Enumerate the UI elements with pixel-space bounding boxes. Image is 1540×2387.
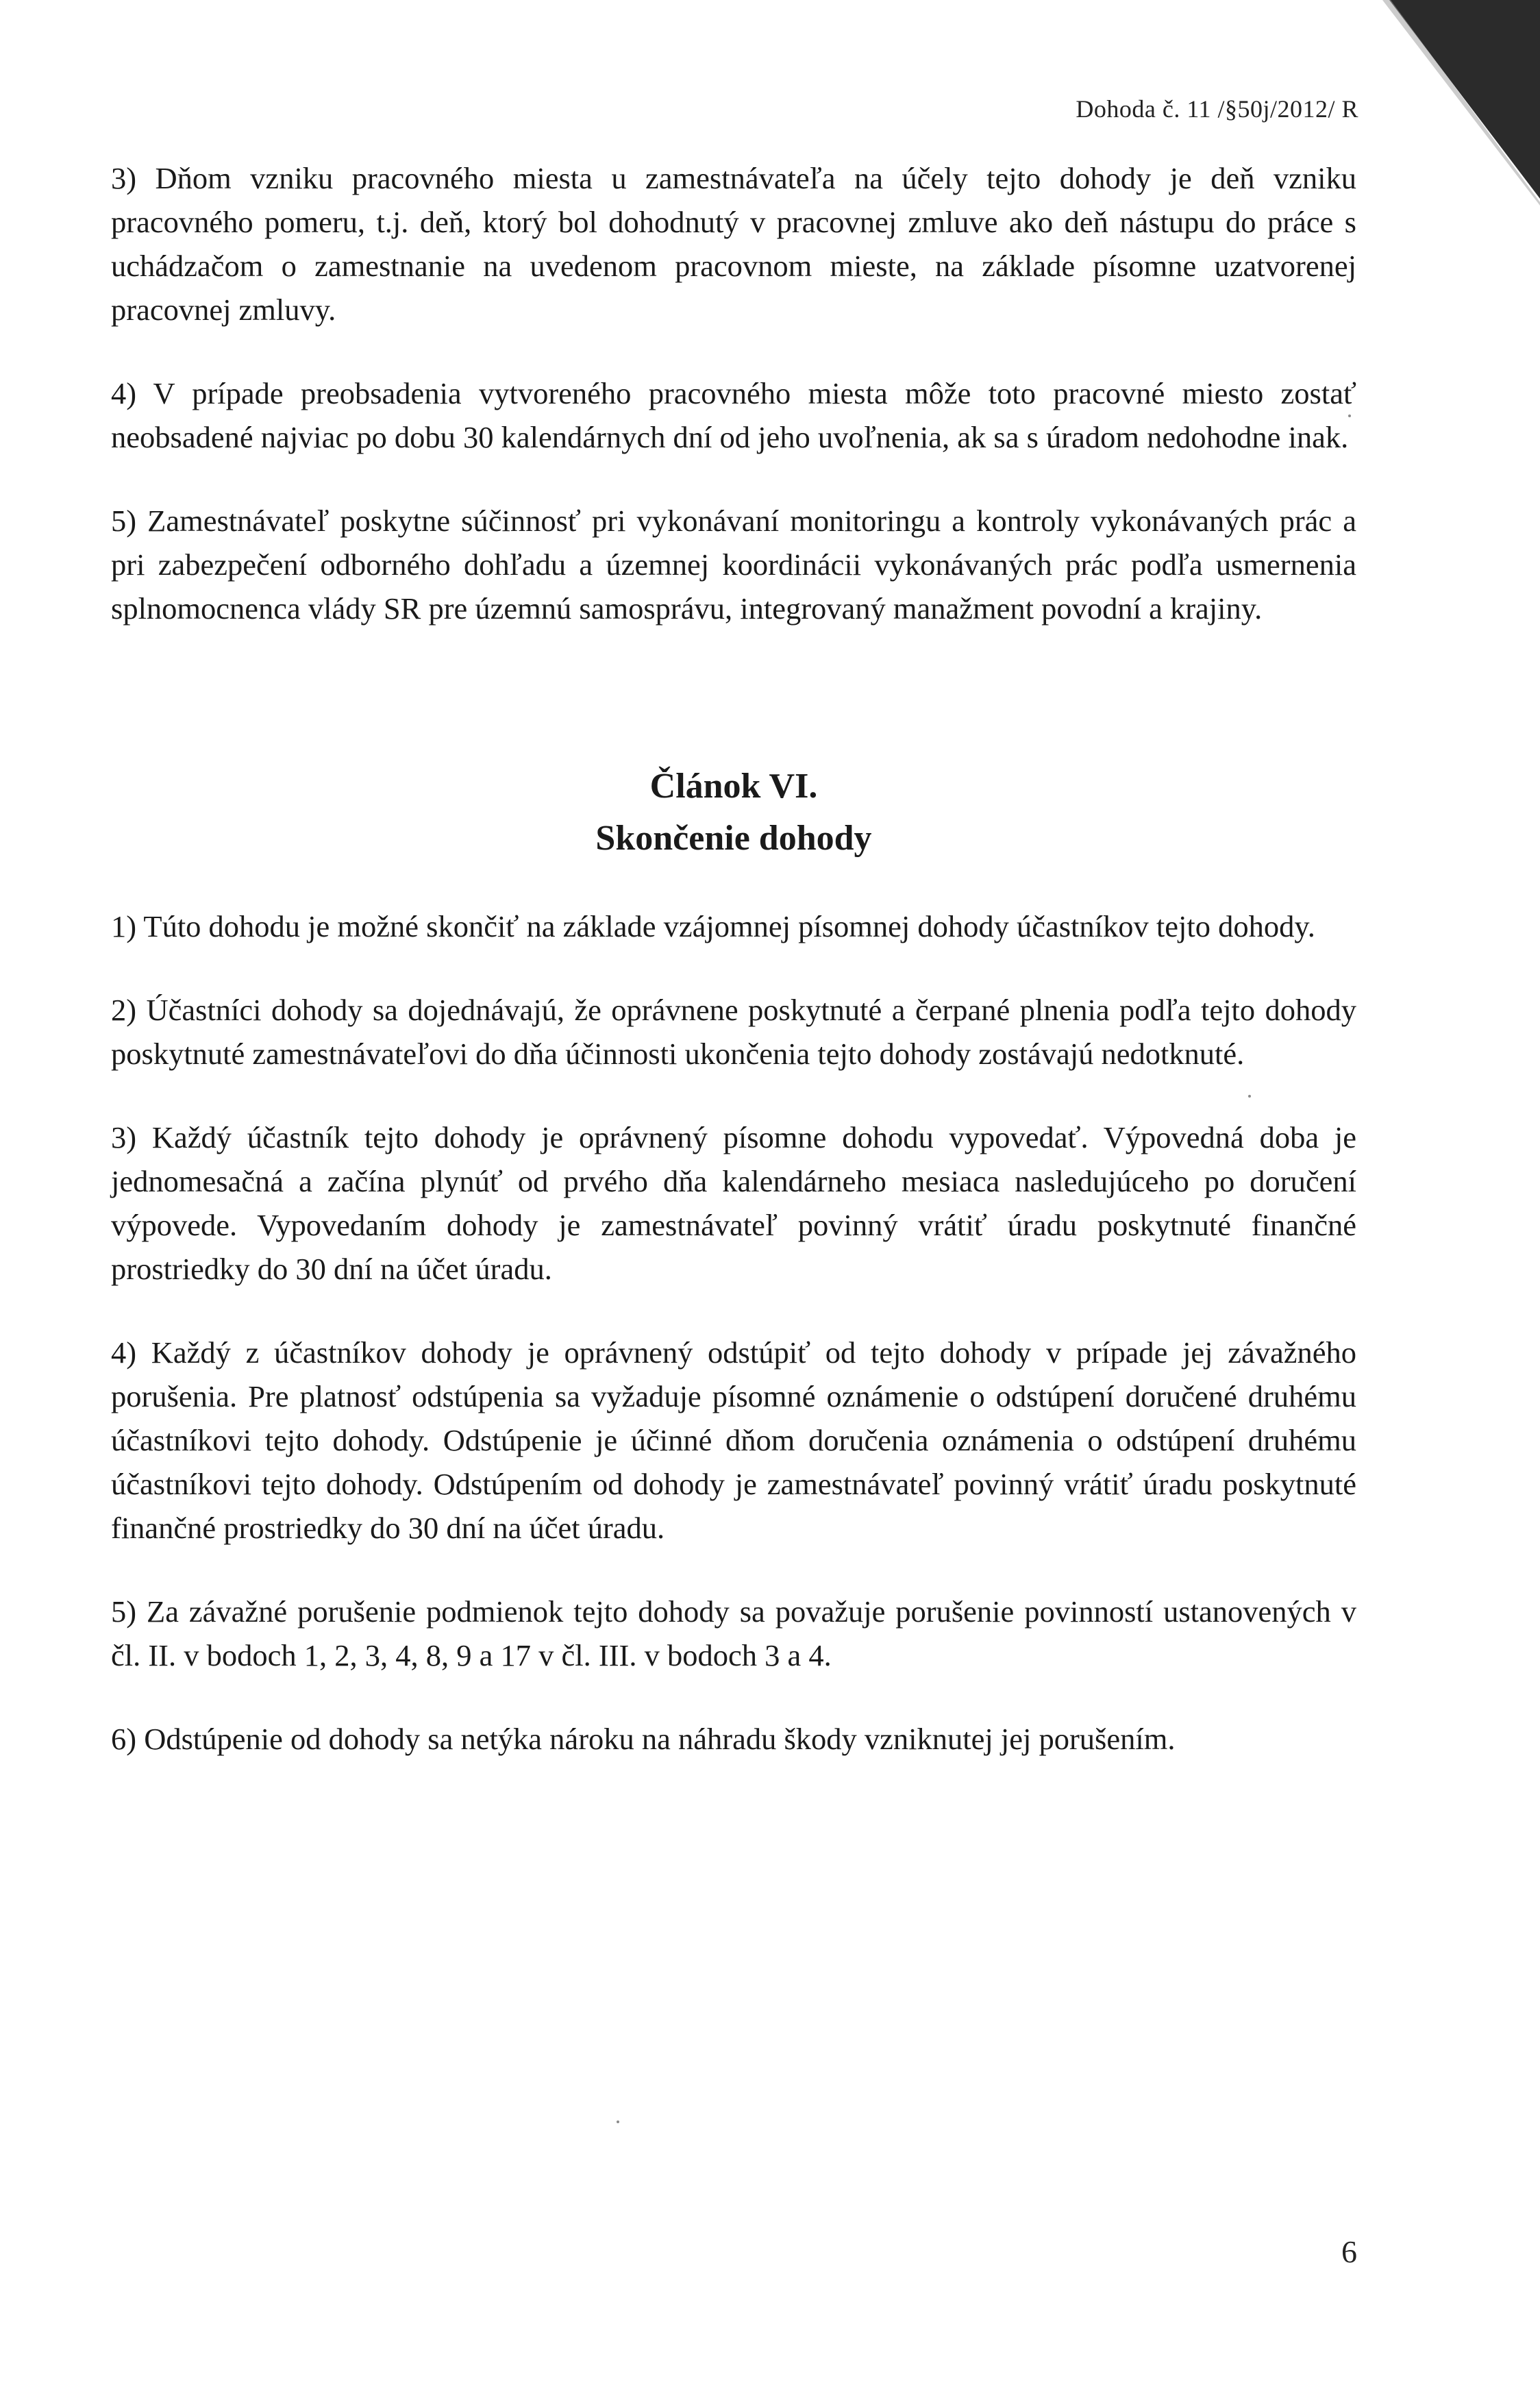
page-number: 6 (1341, 2234, 1357, 2269)
article-paragraph-1: 1) Túto dohodu je možné skončiť na základe vzájomnej písomnej dohody účastníkov tejto dohody. (111, 909, 1315, 943)
article-paragraph-3: 3) Každý účastník tejto dohody je oprávnený písomne dohodu vypovedať. Výpovedná doba je jednomesačná a začína plynúť od prvého dňa kalendárneho mesiaca nasledujúceho po doručení výpovede. Vypovedaním dohody je zamestnávateľ povinný vrátiť úradu poskytnuté finančné prostriedky do 30 dní na účet úradu. (111, 1120, 1356, 1286)
paragraph-top-4: 4) V prípade preobsadenia vytvoreného pracovného miesta môže toto pracovné miesto zostať neobsadené najviac po dobu 30 kalendárnych dní od jeho uvoľnenia, ak sa s úradom nedohodne inak. (111, 376, 1356, 454)
article-number: Článok VI. (649, 767, 818, 806)
article-title: Skončenie dohody (595, 819, 872, 858)
paragraph-top-5: 5) Zamestnávateľ poskytne súčinnosť pri vykonávaní monitoringu a kontroly vykonávaných prác a pri zabezpečení odborného dohľadu a územnej koordinácii vykonávaných prác podľa usmernenia splnomocnenca vlády SR pre územnú samosprávu, integrovaný manažment povodní a krajiny. (111, 504, 1356, 626)
scan-speck (1248, 1095, 1251, 1098)
article-paragraph-6: 6) Odstúpenie od dohody sa netýka nároku na náhradu škody vzniknutej jej porušením. (111, 1722, 1176, 1756)
article-paragraph-2: 2) Účastníci dohody sa dojednávajú, že oprávnene poskytnuté a čerpané plnenia podľa tejto dohody poskytnuté zamestnávateľovi do dňa účinnosti ukončenia tejto dohody zostávajú nedotknuté. (111, 993, 1356, 1071)
document-body (111, 156, 1356, 1801)
scan-shadow-corner (1382, 0, 1540, 206)
document-reference: Dohoda č. 11 /§50j/2012/ R (1076, 95, 1358, 123)
scan-speck (1348, 415, 1351, 417)
article-heading (111, 760, 1356, 865)
article-paragraph-4: 4) Každý z účastníkov dohody je oprávnený odstúpiť od tejto dohody v prípade jej závažného porušenia. Pre platnosť odstúpenia sa vyžaduje písomné oznámenie o odstúpení doručené druhému účastníkovi tejto dohody. Odstúpenie je účinné dňom doručenia oznámenia o odstúpení druhému účastníkovi tejto dohody. Odstúpením od dohody je zamestnávateľ povinný vrátiť úradu poskytnuté finančné prostriedky do 30 dní na účet úradu. (111, 1335, 1356, 1545)
scan-speck (617, 2120, 619, 2123)
article-paragraph-5: 5) Za závažné porušenie podmienok tejto dohody sa považuje porušenie povinností ustanovených v čl. II. v bodoch 1, 2, 3, 4, 8, 9 a 17 v čl. III. v bodoch 3 a 4. (111, 1594, 1356, 1672)
paragraph-top-3: 3) Dňom vzniku pracovného miesta u zamestnávateľa na účely tejto dohody je deň vzniku pracovného pomeru, t.j. deň, ktorý bol dohodnutý v pracovnej zmluve ako deň nástupu do práce s uchádzačom o zamestnanie na uvedenom pracovnom mieste, na základe písomne uzatvorenej pracovnej zmluvy. (111, 161, 1356, 327)
